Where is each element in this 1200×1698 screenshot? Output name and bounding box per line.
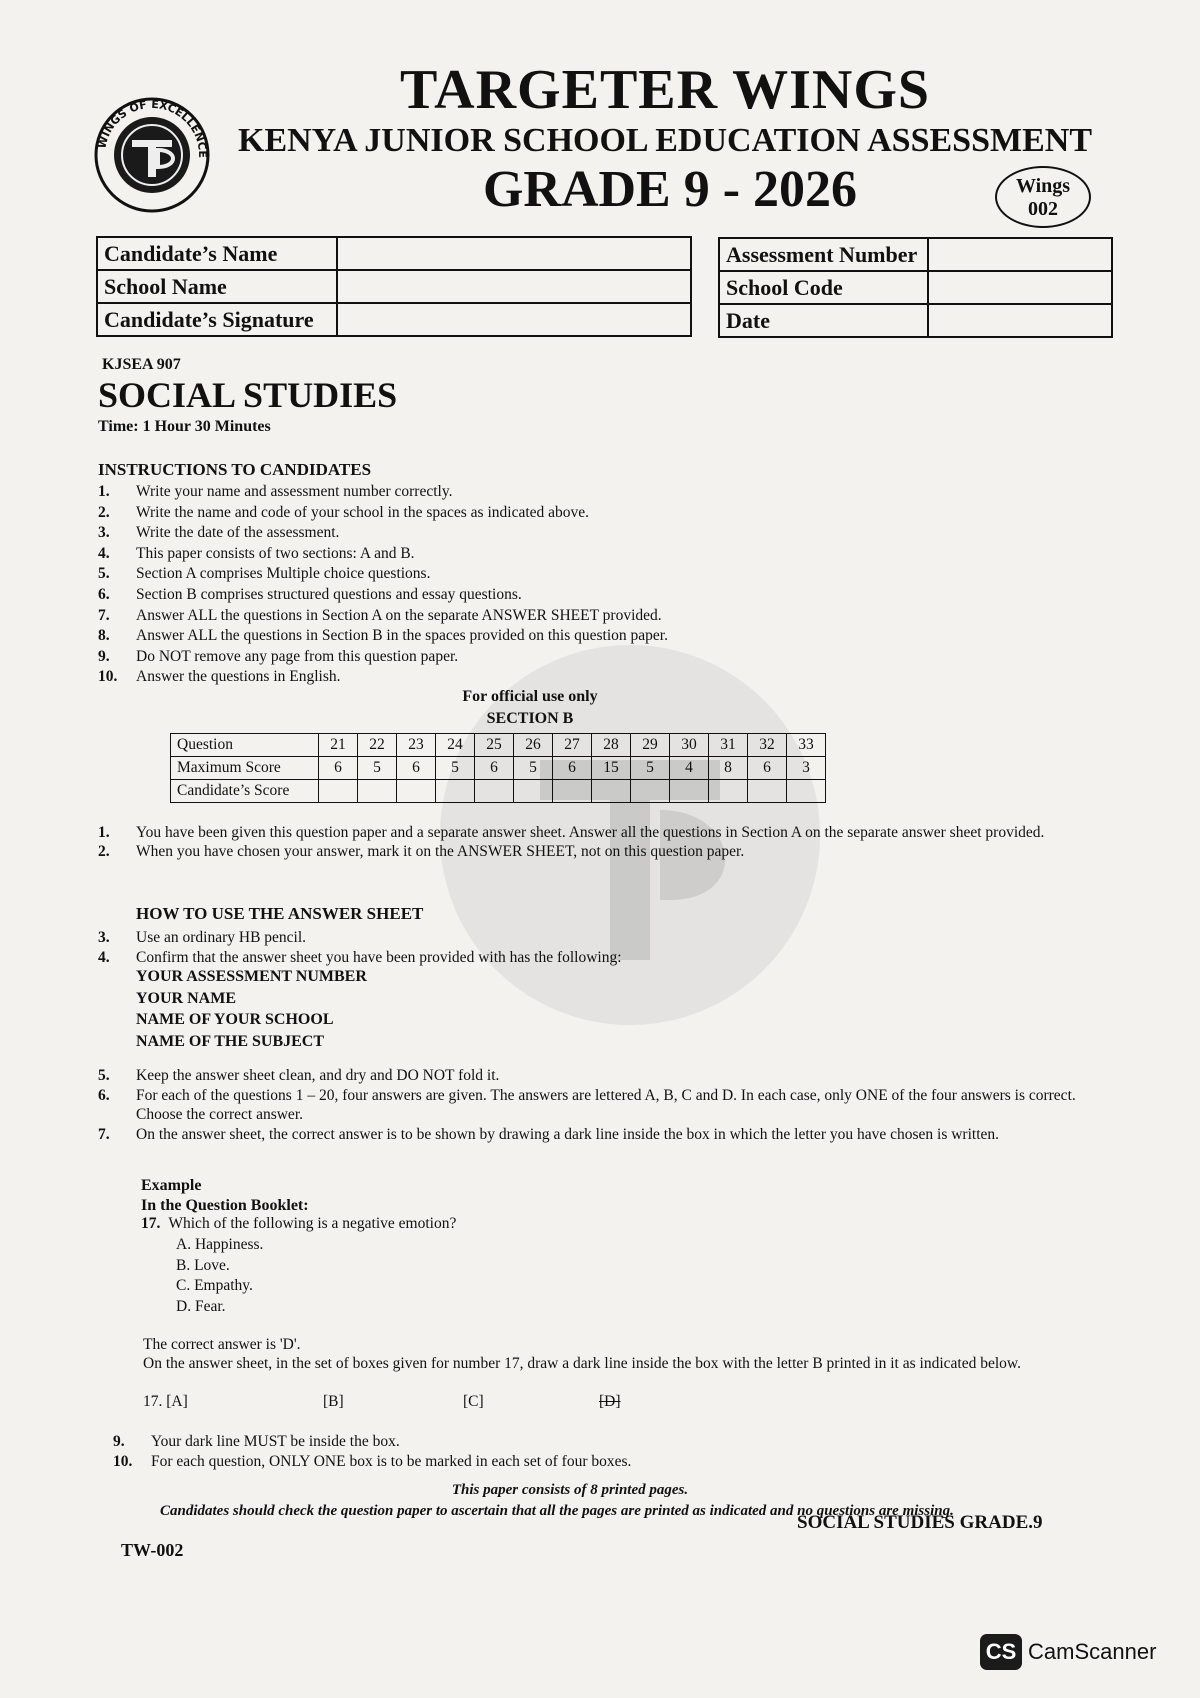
time-allowed: Time: 1 Hour 30 Minutes [98,418,271,435]
list-item: 4. Confirm that the answer sheet you have been provided with has the following: [98,949,622,966]
camscanner-watermark [980,1634,1156,1670]
list-item: 6. For each of the questions 1 – 20, four answers are given. The answers are lettered A, B, C and D. In each case, only ONE of the four answers is correct. Choose the correct answer. [98,1086,1076,1123]
candidate-signature-label: Candidate’s Signature [97,303,337,336]
list-item: 2. When you have chosen your answer, mark it on the ANSWER SHEET, not on this question paper. [98,843,745,860]
answer-notes-list [98,823,1058,861]
instructions-list [98,482,668,688]
table-row: Candidate’s Score [171,780,826,803]
example-options: A. Happiness. B. Love. C. Empathy. D. Fear. [176,1236,264,1315]
assessment-subtitle: KENYA JUNIOR SCHOOL EDUCATION ASSESSMENT [238,122,1093,159]
school-code-field[interactable] [928,271,1112,304]
marked-answer-box: [D] [599,1393,621,1410]
howto-list [98,928,622,968]
school-name-label: School Name [97,270,337,303]
final-notes-list [113,1432,1073,1471]
example-explanation: The correct answer is 'D'. On the answer sheet, in the set of boxes given for number 17, draw a dark line inside the box with the letter B printed in it as indicated below. [143,1336,1021,1372]
official-use-heading: For official use only [462,688,598,705]
camscanner-icon: CS [980,1634,1022,1670]
list-item: 1. Write your name and assessment number correctly. [98,483,453,500]
assessment-number-label: Assessment Number [719,238,928,271]
candidate-name-label: Candidate’s Name [97,237,337,270]
list-item: 10. For each question, ONLY ONE box is to be marked in each set of four boxes. [113,1452,632,1470]
list-item: 5. Keep the answer sheet clean, and dry and DO NOT fold it. [98,1067,500,1084]
table-row: Maximum Score 6 5 6 5 6 5 6 15 5 4 8 6 3 [171,757,826,780]
assessment-details-table [718,237,1113,338]
list-item: 8. Answer ALL the questions in Section B in the spaces provided on this question paper. [98,627,668,645]
camscanner-label: CamScanner [1028,1639,1157,1664]
answer-sheet-rules [98,1066,1108,1144]
list-item: 3. Use an ordinary HB pencil. [98,929,307,946]
example-answer-boxes: 17. [A] [B] [C] [D] [143,1393,621,1410]
example-heading: Example In the Question Booklet: [141,1177,309,1214]
list-item: 5. Section A comprises Multiple choice questions. [98,565,431,583]
example-question: 17. Which of the following is a negative emotion? [141,1215,457,1232]
list-item: 4. This paper consists of two sections: A and B. [98,544,415,562]
list-item: 1. You have been given this question paper and a separate answer sheet. Answer all the questions in Section A on the separate answer sheet provided. [98,824,1045,841]
paper-code: KJSEA 907 [102,356,181,373]
list-item: 7. Answer ALL the questions in Section A on the separate ANSWER SHEET provided. [98,606,662,624]
page-check-note: Candidates should check the question paper to ascertain that all the pages are printed as indicated and no questions are missing. [160,1503,954,1519]
school-name-field[interactable] [337,270,691,303]
list-item: 10. Answer the questions in English. [98,668,341,686]
table-row: Question 21 22 23 24 25 26 27 28 29 30 31 32 33 [171,734,826,757]
list-item: 9. Do NOT remove any page from this question paper. [98,647,459,665]
list-item: 6. Section B comprises structured questions and essay questions. [98,585,522,603]
list-item: 9. Your dark line MUST be inside the box. [113,1433,400,1450]
institution-title: TARGETER WINGS [399,59,931,121]
footer-code: TW-002 [121,1540,184,1560]
list-item: 2. Write the name and code of your school in the spaces as indicated above. [98,503,590,521]
section-b-heading: SECTION B [486,710,574,727]
paper-code-badge: Wings 002 [995,166,1091,228]
list-item: 3. Write the date of the assessment. [98,524,340,542]
score-table [170,733,826,803]
grade-title: GRADE 9 - 2026 [482,161,858,218]
assessment-number-field[interactable] [928,238,1112,271]
answer-sheet-contents: YOUR ASSESSMENT NUMBER YOUR NAME NAME OF YOUR SCHOOL NAME OF THE SUBJECT [136,968,367,1050]
instructions-heading: INSTRUCTIONS TO CANDIDATES [98,460,372,479]
answer-sheet-heading: HOW TO USE THE ANSWER SHEET [136,904,424,923]
date-field[interactable] [928,304,1112,337]
candidate-details-table [96,236,692,337]
candidate-signature-field[interactable] [337,303,691,336]
date-label: Date [719,304,928,337]
footer-subject: SOCIAL STUDIES GRADE.9 [797,1512,1043,1533]
page-count-note: This paper consists of 8 printed pages. [451,1482,689,1498]
subject-title: SOCIAL STUDIES [98,375,398,415]
school-code-label: School Code [719,271,928,304]
svg-text:WINGS OF EXCELLENCE: WINGS OF EXCELLENCE [95,97,210,159]
list-item: 7. On the answer sheet, the correct answer is to be shown by drawing a dark line inside the box in which the letter you have chosen is written. [98,1125,1000,1143]
candidate-name-field[interactable] [337,237,691,270]
